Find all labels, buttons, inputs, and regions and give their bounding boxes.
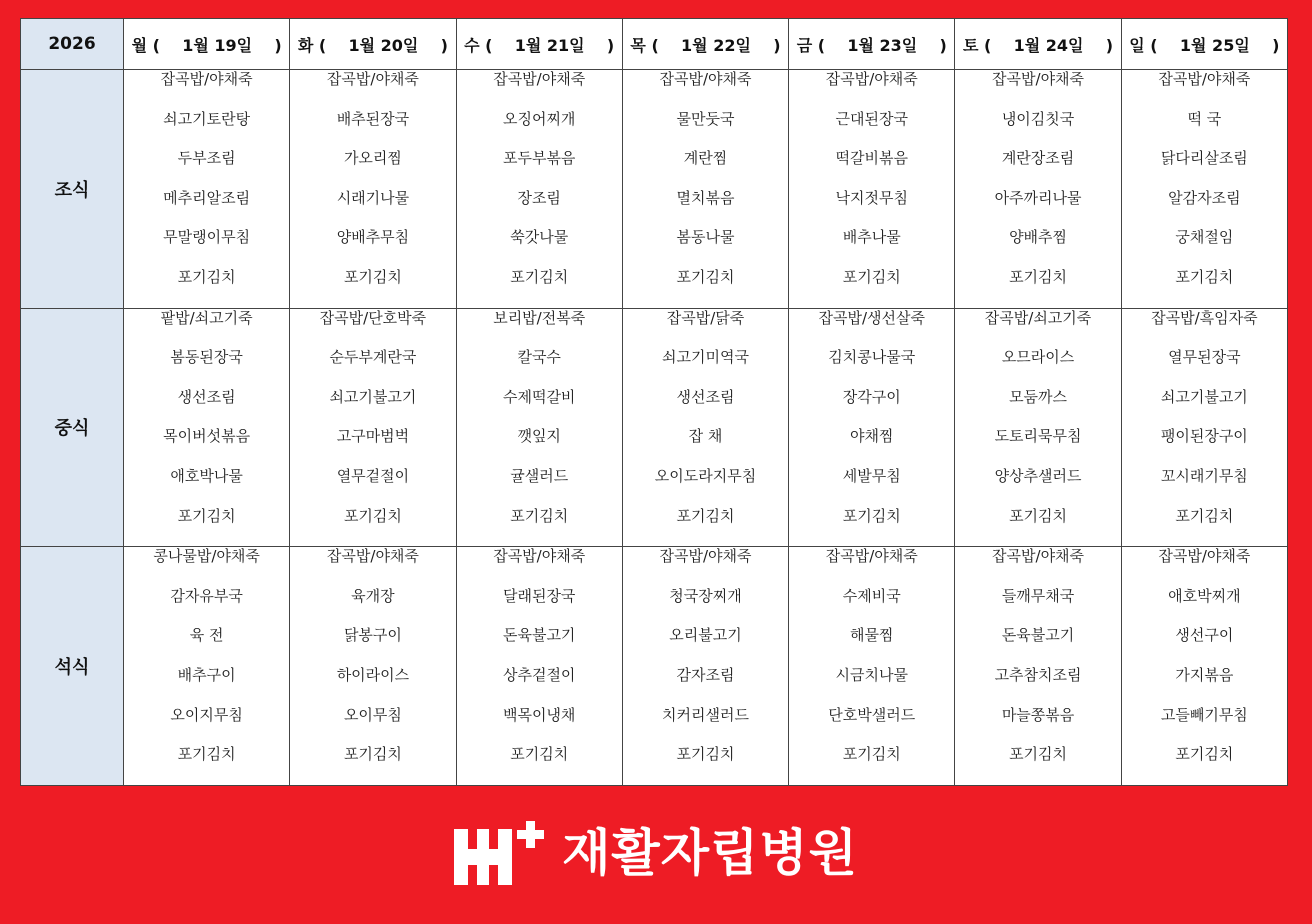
menu-sheet bbox=[20, 18, 1288, 786]
dish-item: 수제떡갈비 bbox=[502, 387, 576, 406]
dish-item: 포기김치 bbox=[676, 506, 735, 525]
day-header-sat: 토 ( 1월 24일 ) bbox=[955, 19, 1121, 70]
dish-item: 김치콩나물국 bbox=[828, 348, 916, 367]
dish-item: 포기김치 bbox=[343, 745, 402, 764]
dish-item: 고추참치조림 bbox=[994, 665, 1082, 684]
menu-cell-fri bbox=[789, 308, 955, 547]
day-header-wed: 수 ( 1월 21일 ) bbox=[456, 19, 622, 70]
dish-item: 콩나물밥/야채죽 bbox=[153, 547, 260, 566]
menu-cell-thu bbox=[622, 308, 788, 547]
dish-item: 잡곡밥/쇠고기죽 bbox=[984, 308, 1092, 327]
meal-label: 중식 bbox=[21, 308, 124, 547]
dish-item: 포기김치 bbox=[676, 745, 735, 764]
dish-item: 해물찜 bbox=[850, 626, 894, 645]
menu-cell-mon bbox=[124, 547, 290, 786]
dish-item: 배추구이 bbox=[177, 665, 236, 684]
dish-item: 시래기나물 bbox=[336, 188, 410, 207]
dish-item: 오이지무침 bbox=[170, 705, 243, 724]
dish-item: 봄동나물 bbox=[676, 228, 735, 247]
dish-item: 고들빼기무침 bbox=[1160, 705, 1248, 724]
dish-item: 열무겉절이 bbox=[336, 466, 410, 485]
dish-item: 포기김치 bbox=[177, 506, 236, 525]
dish-item: 포기김치 bbox=[1009, 506, 1068, 525]
dish-item: 잡곡밥/야채죽 bbox=[493, 70, 586, 88]
menu-cell-thu bbox=[622, 547, 788, 786]
day-header-mon: 월 ( 1월 19일 ) bbox=[124, 19, 290, 70]
hospital-name: 재활자립병원 bbox=[562, 824, 858, 882]
dish-item: 오리불고기 bbox=[669, 626, 742, 645]
dish-item: 애호박찌개 bbox=[1168, 586, 1241, 605]
dish-item: 잡곡밥/야채죽 bbox=[160, 70, 253, 88]
meal-label: 조식 bbox=[21, 70, 124, 309]
dish-item: 포두부볶음 bbox=[502, 149, 576, 168]
dish-item: 목이버섯볶음 bbox=[163, 427, 251, 446]
dish-item: 돈육불고기 bbox=[1001, 626, 1075, 645]
menu-cell-sun bbox=[1121, 547, 1287, 786]
dish-item: 포기김치 bbox=[1175, 506, 1234, 525]
dish-item: 포기김치 bbox=[1009, 745, 1068, 764]
dish-item: 고구마범벅 bbox=[336, 427, 410, 446]
dish-item: 마늘쫑볶음 bbox=[1001, 705, 1075, 724]
menu-cell-sun bbox=[1121, 70, 1287, 309]
hospital-logo bbox=[454, 821, 858, 885]
dish-item: 생선조림 bbox=[177, 387, 236, 406]
dish-item: 잡곡밥/야채죽 bbox=[1158, 547, 1251, 566]
meal-label: 석식 bbox=[21, 547, 124, 786]
dish-item: 잡곡밥/야채죽 bbox=[992, 547, 1085, 566]
dish-item: 쇠고기미역국 bbox=[662, 348, 749, 367]
dish-item: 포기김치 bbox=[510, 745, 569, 764]
dish-item: 오이도라지무침 bbox=[654, 466, 757, 485]
dish-item: 감자조림 bbox=[676, 665, 735, 684]
dish-item: 야채찜 bbox=[850, 427, 894, 446]
dish-item: 봄동된장국 bbox=[170, 348, 243, 367]
dish-item: 육개장 bbox=[351, 586, 395, 605]
meal-row bbox=[21, 308, 1288, 547]
dish-item: 쇠고기토란탕 bbox=[163, 109, 251, 128]
menu-cell-sat bbox=[955, 547, 1121, 786]
dish-item: 팥밥/쇠고기죽 bbox=[160, 308, 253, 327]
dish-item: 잡 채 bbox=[688, 427, 723, 446]
dish-item: 근대된장국 bbox=[835, 109, 908, 128]
menu-cell-sat bbox=[955, 70, 1121, 309]
day-header-tue: 화 ( 1월 20일 ) bbox=[290, 19, 456, 70]
dish-item: 수제비국 bbox=[842, 586, 901, 605]
dish-item: 오이무침 bbox=[343, 705, 402, 724]
menu-cell-wed bbox=[456, 308, 622, 547]
dish-item: 냉이김칫국 bbox=[1001, 109, 1075, 128]
dish-item: 잡곡밥/야채죽 bbox=[825, 70, 918, 88]
dish-item: 잡곡밥/닭죽 bbox=[666, 308, 745, 327]
dish-item: 포기김치 bbox=[1175, 267, 1234, 286]
dish-item: 물만둣국 bbox=[676, 109, 735, 128]
dish-item: 하이라이스 bbox=[336, 665, 410, 684]
dish-item: 귤샐러드 bbox=[510, 466, 569, 485]
dish-item: 꼬시래기무침 bbox=[1160, 466, 1248, 485]
weekly-menu-table bbox=[20, 18, 1288, 786]
dish-item: 아주까리나물 bbox=[994, 188, 1082, 207]
dish-item: 오징어찌개 bbox=[502, 109, 576, 128]
menu-cell-wed bbox=[456, 70, 622, 309]
dish-item: 달래된장국 bbox=[502, 586, 576, 605]
dish-item: 육 전 bbox=[189, 626, 224, 645]
dish-item: 잡곡밥/야채죽 bbox=[659, 70, 752, 88]
dish-item: 계란찜 bbox=[683, 149, 728, 168]
meal-row bbox=[21, 70, 1288, 309]
dish-item: 단호박샐러드 bbox=[828, 705, 916, 724]
day-header-thu: 목 ( 1월 22일 ) bbox=[622, 19, 788, 70]
dish-item: 청국장찌개 bbox=[669, 586, 742, 605]
dish-item: 잡곡밥/야채죽 bbox=[992, 70, 1085, 88]
dish-item: 닭다리살조림 bbox=[1160, 149, 1248, 168]
dish-item: 가오리찜 bbox=[343, 149, 402, 168]
year-cell: 2026 bbox=[21, 19, 124, 70]
dish-item: 가지볶음 bbox=[1175, 665, 1234, 684]
dish-item: 깻잎지 bbox=[517, 427, 561, 446]
day-header-sun: 일 ( 1월 25일 ) bbox=[1121, 19, 1287, 70]
dish-item: 포기김치 bbox=[842, 267, 901, 286]
dish-item: 백목이냉채 bbox=[502, 705, 576, 724]
dish-item: 포기김치 bbox=[1175, 745, 1234, 764]
dish-item: 잡곡밥/야채죽 bbox=[659, 547, 752, 566]
dish-item: 팽이된장구이 bbox=[1160, 427, 1248, 446]
menu-cell-wed bbox=[456, 547, 622, 786]
dish-item: 순두부계란국 bbox=[329, 348, 417, 367]
dish-item: 계란장조림 bbox=[1001, 149, 1075, 168]
dish-item: 잡곡밥/생선살죽 bbox=[818, 308, 926, 327]
dish-item: 잡곡밥/단호박죽 bbox=[319, 308, 427, 327]
dish-item: 장각구이 bbox=[842, 387, 901, 406]
dish-item: 잡곡밥/야채죽 bbox=[326, 70, 419, 88]
footer bbox=[0, 818, 1312, 888]
day-header-fri: 금 ( 1월 23일 ) bbox=[789, 19, 955, 70]
dish-item: 감자유부국 bbox=[170, 586, 243, 605]
dish-item: 애호박나물 bbox=[170, 466, 243, 485]
dish-item: 쇠고기불고기 bbox=[1160, 387, 1248, 406]
dish-item: 잡곡밥/흑임자죽 bbox=[1151, 308, 1258, 327]
menu-cell-fri bbox=[789, 547, 955, 786]
dish-item: 포기김치 bbox=[177, 267, 236, 286]
h-plus-logo-icon bbox=[454, 821, 552, 885]
dish-item: 상추겉절이 bbox=[502, 665, 576, 684]
dish-item: 생선조림 bbox=[676, 387, 735, 406]
menu-cell-mon bbox=[124, 308, 290, 547]
dish-item: 포기김치 bbox=[1009, 267, 1068, 286]
dish-item: 세발무침 bbox=[842, 466, 901, 485]
header-row bbox=[21, 19, 1288, 70]
dish-item: 포기김치 bbox=[343, 267, 402, 286]
dish-item: 포기김치 bbox=[510, 267, 569, 286]
menu-cell-sun bbox=[1121, 308, 1287, 547]
dish-item: 보리밥/전복죽 bbox=[493, 308, 586, 327]
dish-item: 시금치나물 bbox=[835, 665, 908, 684]
menu-cell-tue bbox=[290, 70, 456, 309]
dish-item: 양배추무침 bbox=[336, 228, 410, 247]
menu-cell-tue bbox=[290, 547, 456, 786]
dish-item: 두부조림 bbox=[177, 149, 236, 168]
dish-item: 알감자조림 bbox=[1168, 188, 1241, 207]
dish-item: 무말랭이무침 bbox=[163, 228, 251, 247]
dish-item: 낙지젓무침 bbox=[835, 188, 908, 207]
dish-item: 들깨무채국 bbox=[1001, 586, 1075, 605]
menu-cell-thu bbox=[622, 70, 788, 309]
menu-cell-sat bbox=[955, 308, 1121, 547]
dish-item: 포기김치 bbox=[343, 506, 402, 525]
dish-item: 떡갈비볶음 bbox=[835, 149, 908, 168]
dish-item: 떡 국 bbox=[1187, 109, 1222, 128]
dish-item: 도토리묵무침 bbox=[994, 427, 1082, 446]
dish-item: 잡곡밥/야채죽 bbox=[1158, 70, 1251, 88]
dish-item: 양상추샐러드 bbox=[994, 466, 1082, 485]
dish-item: 멸치볶음 bbox=[676, 188, 735, 207]
dish-item: 치커리샐러드 bbox=[662, 705, 749, 724]
dish-item: 돈육불고기 bbox=[502, 626, 576, 645]
dish-item: 양배추찜 bbox=[1009, 228, 1068, 247]
meal-row bbox=[21, 547, 1288, 786]
dish-item: 잡곡밥/야채죽 bbox=[326, 547, 419, 566]
menu-cell-fri bbox=[789, 70, 955, 309]
dish-item: 메추리알조림 bbox=[163, 188, 251, 207]
dish-item: 오므라이스 bbox=[1001, 348, 1075, 367]
dish-item: 포기김치 bbox=[510, 506, 569, 525]
dish-item: 장조림 bbox=[517, 188, 561, 207]
dish-item: 포기김치 bbox=[842, 506, 901, 525]
dish-item: 열무된장국 bbox=[1168, 348, 1241, 367]
dish-item: 잡곡밥/야채죽 bbox=[493, 547, 586, 566]
dish-item: 닭봉구이 bbox=[343, 626, 402, 645]
dish-item: 칼국수 bbox=[517, 348, 561, 367]
dish-item: 포기김치 bbox=[842, 745, 901, 764]
menu-cell-tue bbox=[290, 308, 456, 547]
dish-item: 포기김치 bbox=[676, 267, 735, 286]
dish-item: 쑥갓나물 bbox=[510, 228, 569, 247]
dish-item: 궁채절임 bbox=[1175, 228, 1234, 247]
dish-item: 모둠까스 bbox=[1009, 387, 1068, 406]
dish-item: 쇠고기불고기 bbox=[329, 387, 417, 406]
dish-item: 생선구이 bbox=[1175, 626, 1234, 645]
dish-item: 배추된장국 bbox=[336, 109, 410, 128]
menu-cell-mon bbox=[124, 70, 290, 309]
dish-item: 잡곡밥/야채죽 bbox=[825, 547, 918, 566]
dish-item: 포기김치 bbox=[177, 745, 236, 764]
dish-item: 배추나물 bbox=[842, 228, 901, 247]
